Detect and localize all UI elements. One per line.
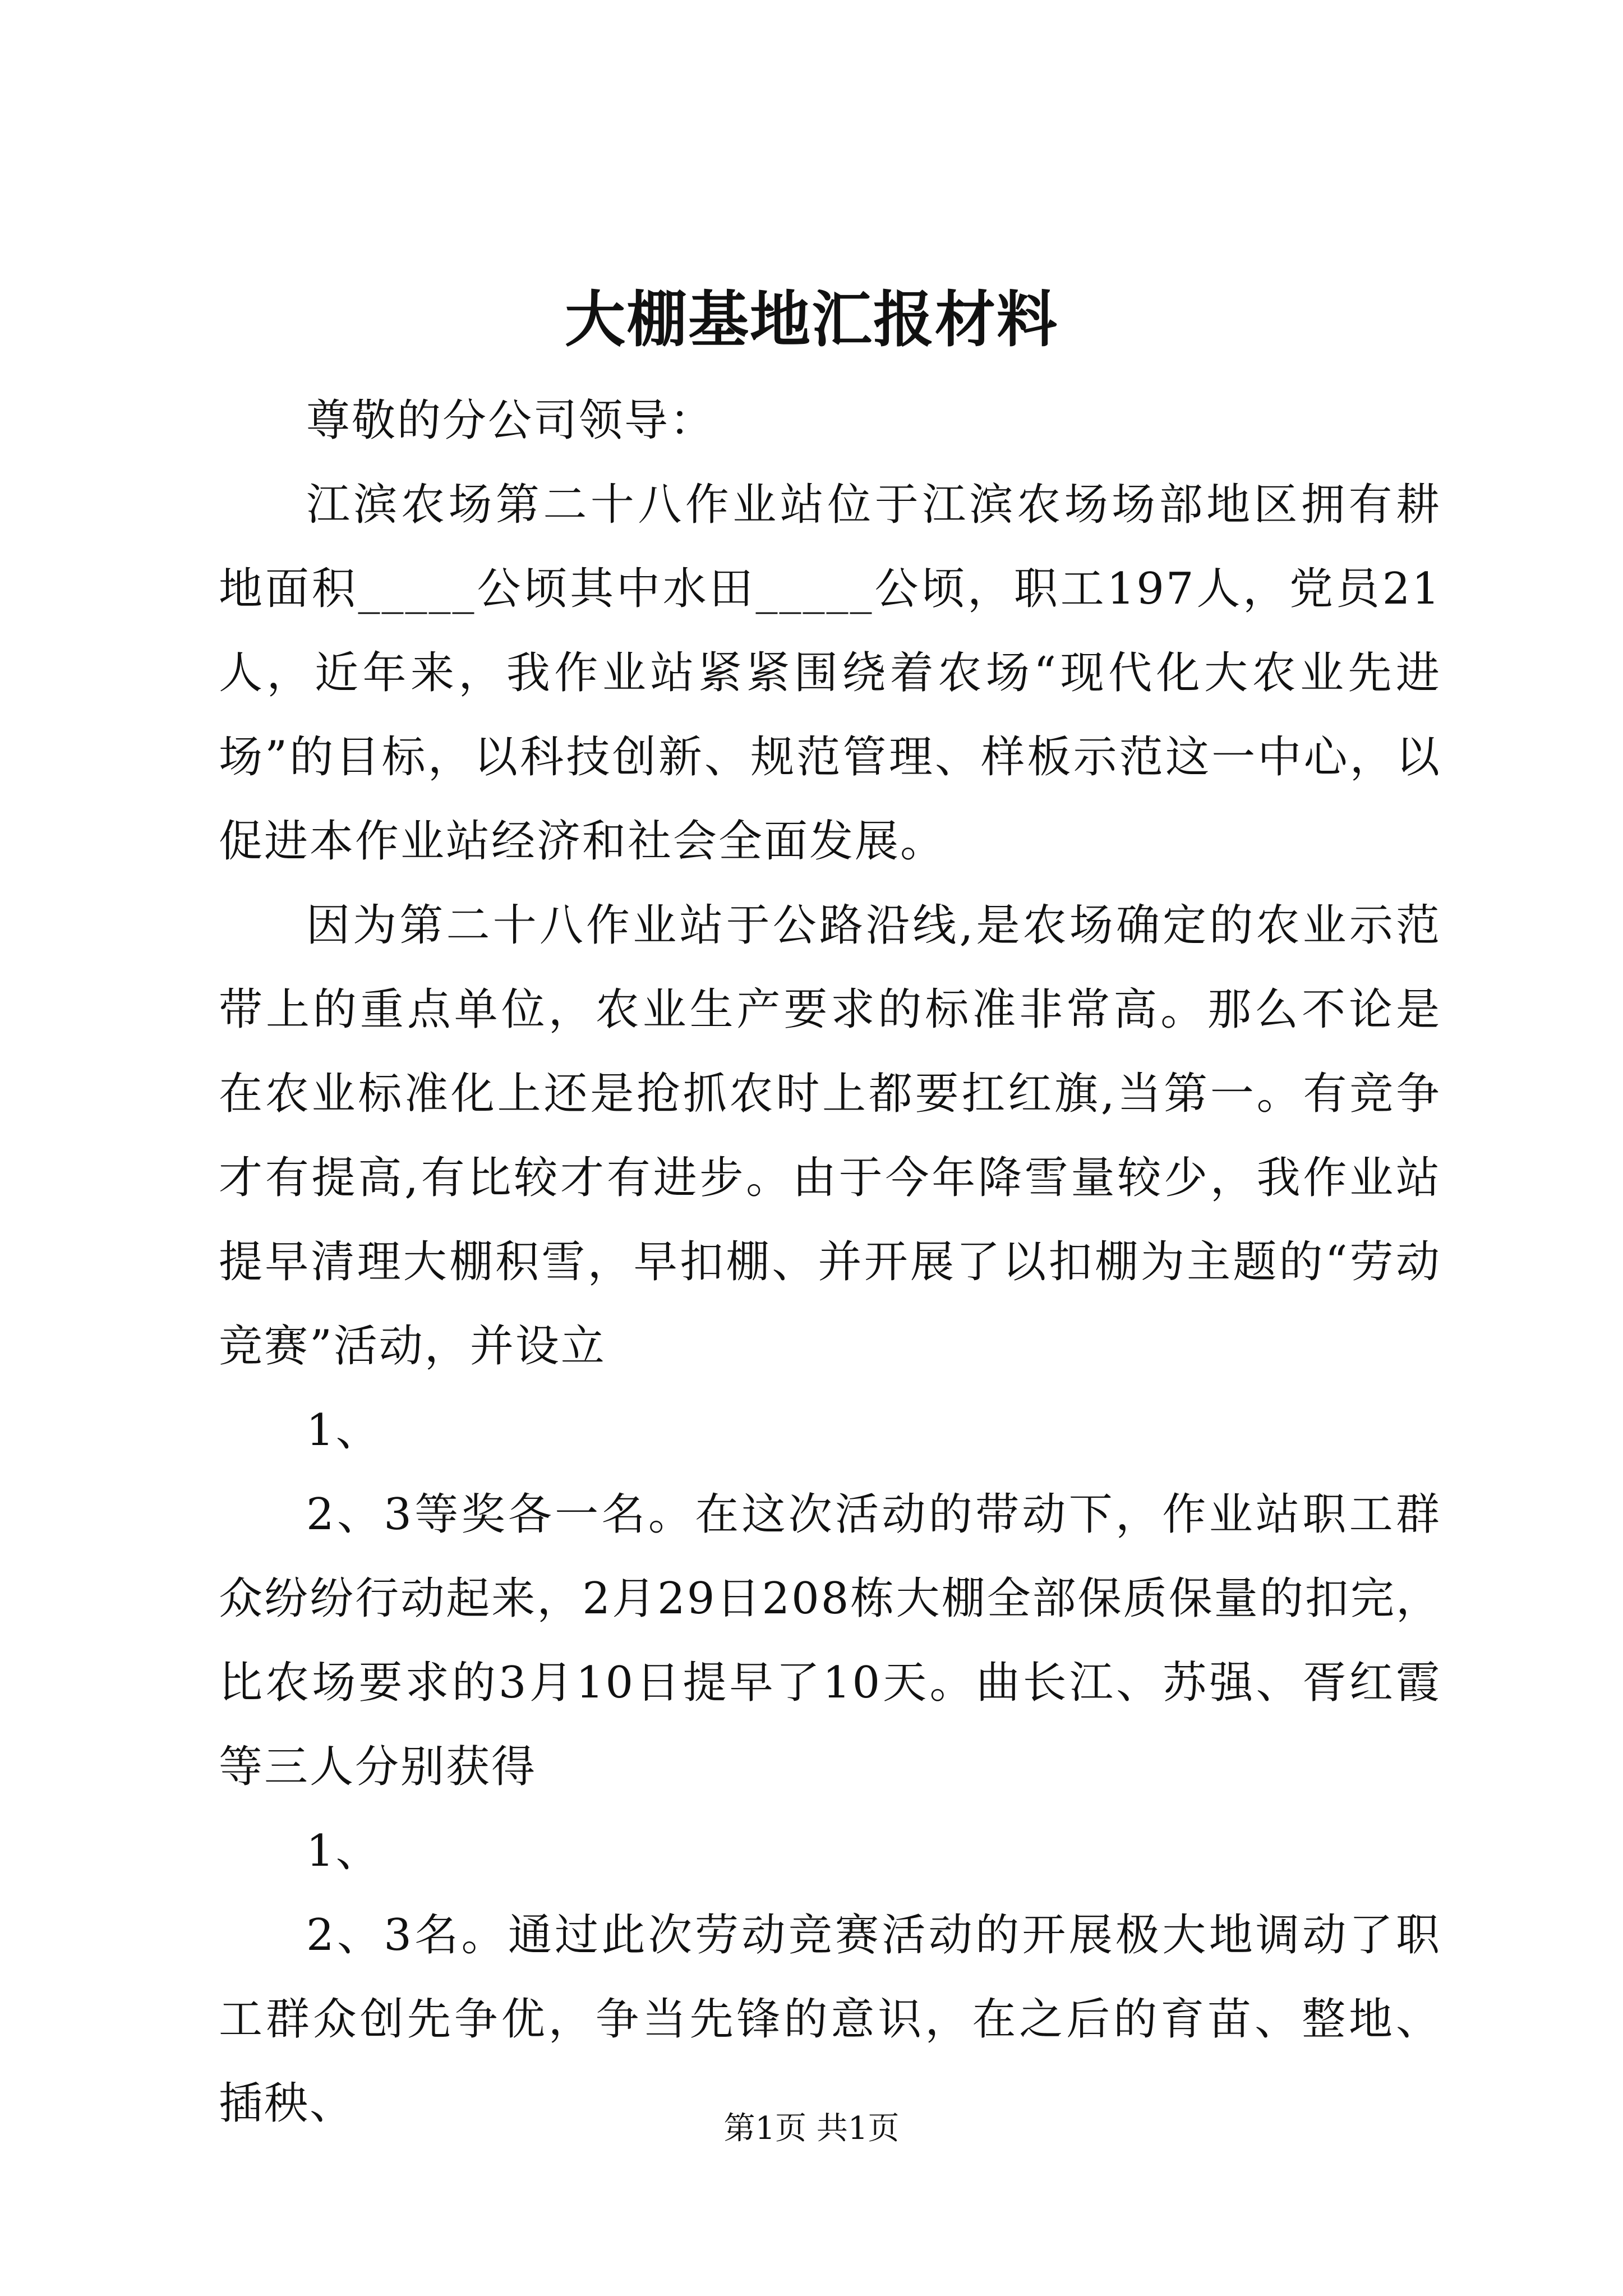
page-number: 第1页 共1页 [723, 2110, 900, 2147]
paragraph-item-1b: 1、 [306, 1826, 381, 1876]
document-title: 大棚基地汇报材料 [564, 284, 1058, 355]
paragraph-intro: 江滨农场第二十八作业站位于江滨农场场部地区拥有耕地面积_____公顷其中水田_____公顷，职工197人，党员21人，近年来，我作业站紧紧围绕着农场“现代化大农业先进场”的目标，以科技创新、规范管理、样板示范这一中心，以促进本作业站经济和社会全面发展。 [219, 480, 1441, 867]
paragraph-awards: 2、3等奖各一名。在这次活动的带动下，作业站职工群众纷纷行动起来，2月29日208栋大棚全部保质保量的扣完，比农场要求的3月10日提早了10天。曲长江、苏强、胥红霞等三人分别获得 [219, 1489, 1441, 1792]
paragraph-results: 2、3名。通过此次劳动竞赛活动的开展极大地调动了职工群众创先争优，争当先锋的意识，在之后的育苗、整地、插秧、 [219, 1910, 1441, 2129]
document-body [219, 379, 1441, 2146]
paragraph-salutation: 尊敬的分公司领导： [306, 395, 716, 446]
paragraph-item-1a: 1、 [306, 1405, 381, 1456]
paragraph-competition: 因为第二十八作业站于公路沿线,是农场确定的农业示范带上的重点单位，农业生产要求的标准非常高。那么不论是在农业标准化上还是抢抓农时上都要扛红旗,当第一。有竞争才有提高,有比较才有进步。由于今年降雪量较少，我作业站提早清理大棚积雪，早扣棚、并开展了以扣棚为主题的“劳动竞赛”活动，并设立 [219, 900, 1441, 1372]
